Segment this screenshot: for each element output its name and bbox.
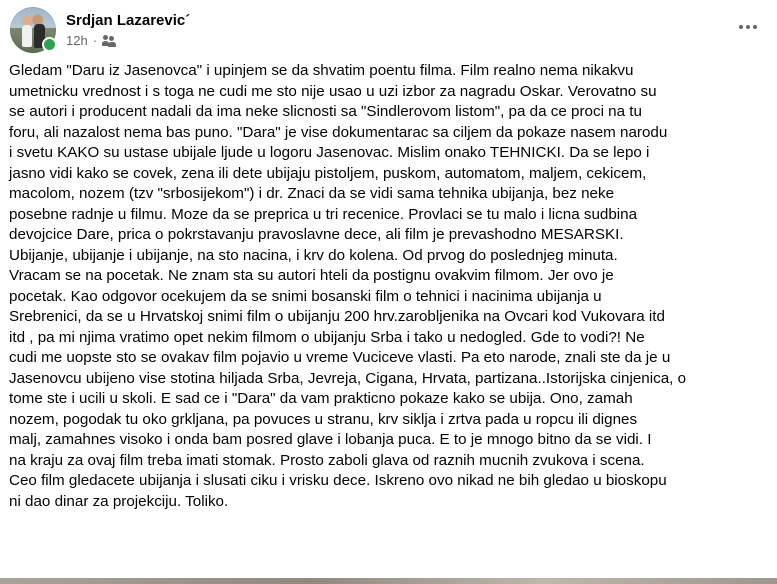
avatar[interactable] <box>10 7 56 53</box>
post-header <box>10 6 190 54</box>
attached-media-edge[interactable] <box>0 578 777 584</box>
post-subline <box>66 32 190 49</box>
post-body-text: Gledam "Daru iz Jasenovca" i upinjem se da shvatim poentu filma. Film realno nema nikakvu umetnicku vrednost i s toga ne cudi me sto nije usao u uzi izbor za nagradu Oskar. Verovatno su se autori i producent nadali da ima neke slicnosti sa "Sindlerovom listom", pa da ce proci na tu foru, ali nazalost nema bas puno. "Dara" je vise dokumentarac sa ciljem da pokaze nasem narodu i svetu KAKO su ustase ubijale ljude u logoru Jasenovac. Mislim onako TEHNICKI. Da se lepo i jasno vidi kako se covek, zena ili dete ubijaju pistoljem, puskom, automatom, maljem, cekicem, macolom, nozem (tzv "srbosijekom") i dr. Znaci da se vidi sama tehnika ubijanja, bez neke posebne radnje u filmu. Moze da se preprica u tri recenice. Provlaci se tu malo i licna sudbina devojcice Dare, prica o pokrstavanju pravoslavne dece, ali film je prevashodno MESARSKI. Ubijanje, ubijanje i ubijanje, na sto nacina, i krv do kolena. Od prvog do poslednjeg minuta. Vracam se na pocetak. Ne znam sta su autori hteli da postignu ovakvim filmom. Jer ovo je pocetak. Kao odgovor ocekujem da se snimi bosanski film o tehnici i nacinima ubijanja u Srebrenici, da se u Hrvatskoj snimi film o ubijanju 200 hrv.zarobljenika na Ovcari kod Vukovara itd itd , pa mi njima vratimo opet nekim filmom o ubijanju Srba i tako u nedogled. Gde to vodi?! Ne cudi me uopste sto se ovakav film pojavio u vreme Vuciceve vlasti. Pa eto narode, znali ste da je u Jasenovcu ubijeno vise stotina hiljada Srba, Jevreja, Cigana, Hrvata, partizana..Istorijska cinjenica, o tome ste i ucili u skoli. E sad ce i "Dara" da vam prakticno pokaze kako se ubija. Ono, zamah nozem, pogodak tu oko grkljana, pa povuces u stranu, krv siklja i zrtva pada u ropcu ili dignes malj, zamahnes visoko i onda bam posred glave i lobanja puca. E to je mnogo bitno da se vidi. I na kraju za ovaj film treba imati stomak. Prosto zaboli glava od raznih mucnih zvukova i scena. Ceo film gledacete ubijanja i slusati ciku i vrisku dece. Iskreno ovo nikad ne bih gledao u bioskopu ni dao dinar za projekciju. Toliko. <box>9 62 687 510</box>
more-horizontal-icon <box>739 25 743 29</box>
post-timestamp[interactable]: 12h <box>66 33 88 48</box>
author-name[interactable]: Srdjan Lazarevic´ <box>66 12 191 29</box>
friends-icon[interactable] <box>102 35 116 47</box>
post-meta <box>66 11 190 49</box>
more-options-button[interactable] <box>733 12 763 42</box>
online-status-icon <box>42 37 57 52</box>
separator: · <box>92 33 98 48</box>
